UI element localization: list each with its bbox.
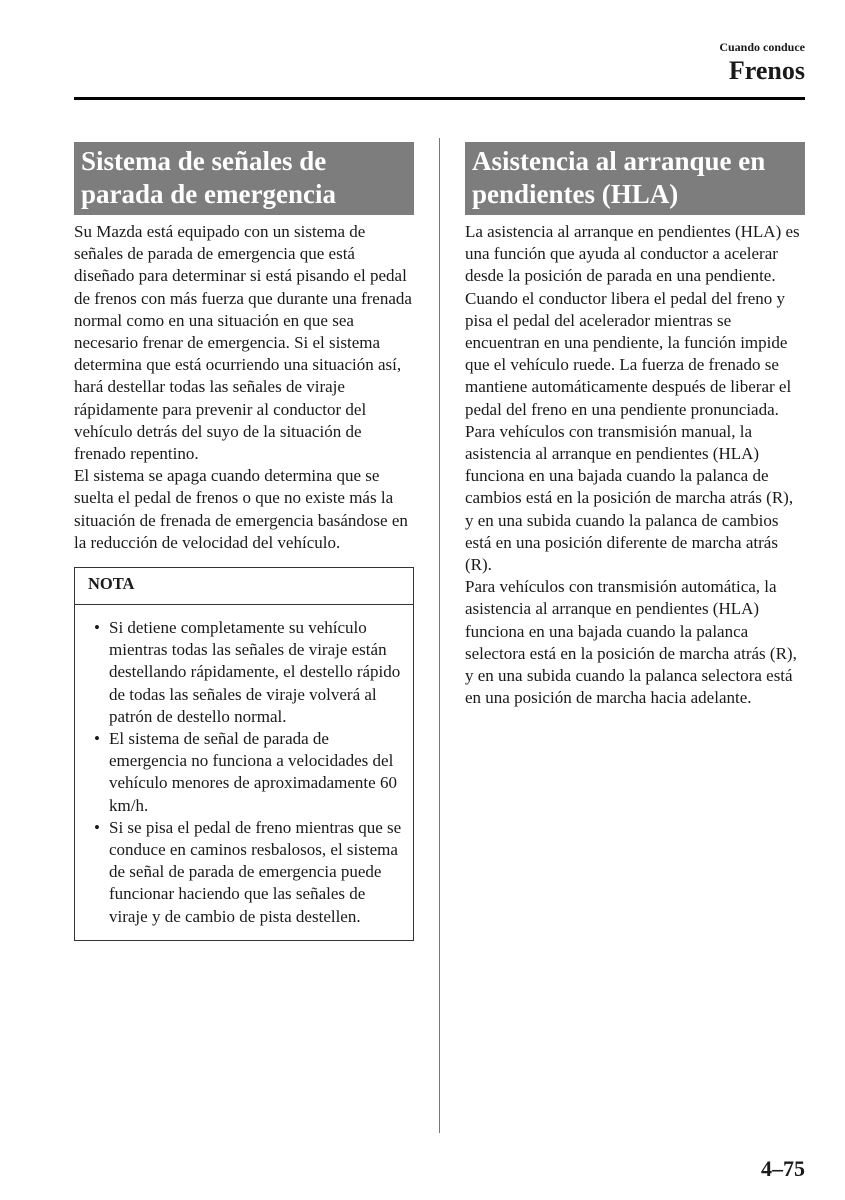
page-title: Frenos (728, 56, 805, 85)
hill-launch-assist-heading: Asistencia al arranque en pendientes (HLA) (465, 142, 805, 215)
emergency-stop-signal-body (74, 221, 414, 554)
note-item-text: Si detiene completamente su vehículo mientras todas las señales de viraje están destellando rápidamente, el destello rápido de todas las señales de viraje volverá al patrón de destello normal. (109, 618, 401, 726)
emergency-stop-signal-heading: Sistema de señales de parada de emergencia (74, 142, 414, 215)
bullet-icon: • (94, 729, 100, 749)
note-list (75, 605, 413, 940)
paragraph: Su Mazda está equipado con un sistema de señales de parada de emergencia que está diseñado para determinar si está pisando el pedal de frenos con más fuerza que durante una frenada normal como en una situación en que sea necesario frenar de emergencia. Si el sistema determina que está ocurriendo una situación así, hará destellar todas las señales de viraje rápidamente para prevenir al conductor del vehículo detrás del suyo de la situación de frenado repentino. (74, 222, 412, 464)
note-item-text: Si se pisa el pedal de freno mientras que se conduce en caminos resbalosos, el sistema de señal de parada de emergencia puede funcionar haciendo que las señales de viraje y de cambio de pista destellen. (109, 817, 402, 926)
column-divider (439, 138, 440, 1133)
left-column (74, 142, 414, 941)
note-box (74, 567, 414, 941)
bullet-icon: • (94, 817, 100, 837)
paragraph: El sistema se apaga cuando determina que se suelta el pedal de frenos o que no existe más la situación de frenada de emergencia basándose en la reducción de velocidad del vehículo. (74, 466, 408, 552)
note-item (75, 728, 407, 817)
bullet-icon: • (94, 618, 100, 638)
note-item (75, 617, 407, 728)
paragraph: Para vehículos con transmisión manual, la asistencia al arranque en pendientes (HLA) funciona en una bajada cuando la palanca de cambios está en la posición de marcha atrás (R), y en una subida cuando la palanca de cambios está en una posición diferente de marcha atrás (R). (465, 421, 794, 575)
page-number: 4–75 (761, 1156, 805, 1181)
note-item-text: El sistema de señal de parada de emergencia no funciona a velocidades del vehículo menores de aproximadamente 60 km/h. (109, 729, 397, 815)
section-label: Cuando conduce (719, 40, 805, 54)
hill-launch-assist-body (465, 221, 805, 709)
note-title: NOTA (75, 568, 413, 605)
right-column (465, 142, 805, 709)
note-item (75, 817, 407, 928)
paragraph: La asistencia al arranque en pendientes (HLA) es una función que ayuda al conductor a acelerar desde la posición de parada en una pendiente. Cuando el conductor libera el pedal del freno y pisa el pedal del acelerador mientras se encuentran en una pendiente, la función impide que el vehículo ruede. La fuerza de frenado se mantiene automáticamente después de liberar el pedal del freno en una pendiente pronunciada. (465, 222, 800, 419)
paragraph: Para vehículos con transmisión automática, la asistencia al arranque en pendientes (HLA) funciona en una bajada cuando la palanca selectora está en la posición de marcha atrás (R), y en una subida cuando la palanca selectora está en una posición de marcha hacia adelante. (465, 577, 797, 708)
header-divider (74, 97, 805, 100)
